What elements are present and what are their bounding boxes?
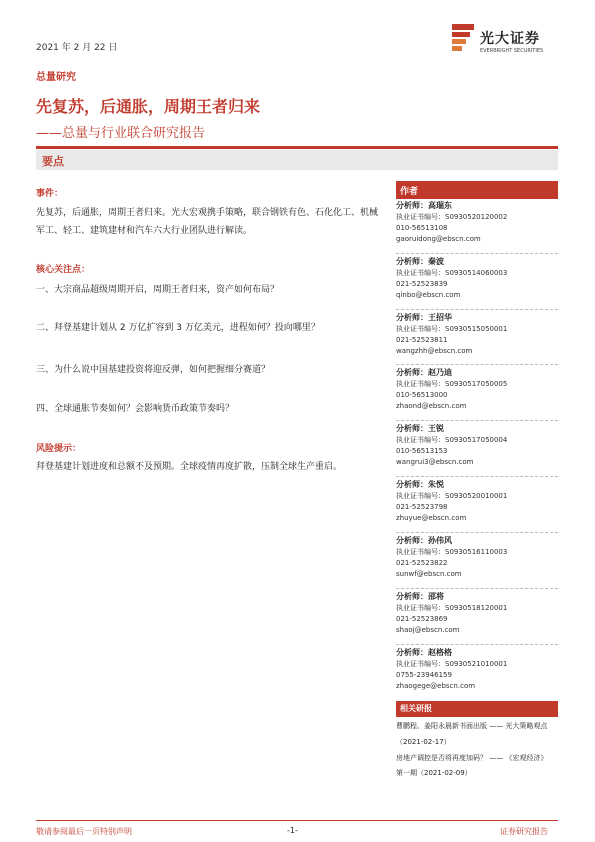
analyst-card	[396, 479, 558, 524]
analyst-card	[396, 200, 558, 245]
analyst-card	[396, 367, 558, 412]
analyst-phone: 021-52523869	[396, 615, 448, 623]
title-divider	[36, 146, 558, 149]
brand-name-en: EVERBRIGHT SECURITIES	[480, 48, 544, 54]
analyst-phone: 010-56513000	[396, 391, 448, 399]
related-report-date: （2021-02-17）	[396, 738, 451, 746]
analyst-email: wangzhh@ebscn.com	[396, 347, 473, 355]
page-number: -1-	[287, 826, 298, 835]
analyst-email: gaoruidong@ebscn.com	[396, 235, 481, 243]
risk-text: 拜登基建计划进度和总额不及预期。全球疫情再度扩散，压制全球生产重启。	[36, 462, 343, 472]
report-title: 先复苏，后通胀，周期王者归来	[36, 97, 261, 116]
analyst-name: 分析师：王锐	[396, 424, 444, 433]
event-text: 先复苏，后通胀，周期王者归来。光大宏观携手策略，联合钢铁有色、石化化工、机械军工、轻工、建筑建材和汽车六大行业团队进行解读。	[36, 208, 379, 236]
analyst-card	[396, 256, 558, 301]
analyst-cert: 执业证书编号：S0930516110003	[396, 548, 508, 556]
analyst-phone: 0755-23946159	[396, 671, 452, 679]
event-heading: 事件：	[36, 189, 64, 199]
focus-item: 三、为什么说中国基建投资将迎反弹，如何把握细分赛道？	[36, 365, 271, 375]
related-reports-heading: 相关研报	[400, 704, 432, 713]
brand-name-cn: 光大证券	[480, 31, 540, 47]
focus-heading: 核心关注点：	[36, 265, 91, 275]
analyst-name: 分析师：邵将	[396, 592, 444, 601]
analyst-name: 分析师：高瑞东	[396, 201, 452, 210]
divider	[396, 364, 558, 365]
analyst-email: qinbo@ebscn.com	[396, 291, 461, 299]
analyst-card	[396, 535, 558, 580]
brand-logo	[452, 24, 572, 64]
divider	[396, 253, 558, 254]
analyst-email: sunwf@ebscn.com	[396, 570, 462, 578]
related-report-link[interactable]: 房地产调控是否将再度加码？ —— 《宏观经济》	[396, 754, 548, 762]
authors-heading-bar	[396, 181, 558, 199]
divider	[396, 309, 558, 310]
analyst-cert: 执业证书编号：S0930517050004	[396, 436, 508, 444]
analyst-name: 分析师：秦波	[396, 257, 444, 266]
authors-heading: 作者	[400, 187, 419, 197]
footer-divider	[36, 820, 558, 821]
focus-item: 二、拜登基建计划从 2 万亿扩容到 3 万亿美元，进程如何？投向哪里？	[36, 323, 320, 333]
divider	[396, 532, 558, 533]
footer-disclaimer: 敬请参阅最后一页特别声明	[36, 827, 132, 836]
analyst-name: 分析师：赵乃迪	[396, 368, 452, 377]
report-subtitle: ——总量与行业联合研究报告	[36, 126, 206, 141]
analyst-card	[396, 647, 558, 692]
analyst-card	[396, 312, 558, 357]
analyst-phone: 021-52523798	[396, 503, 448, 511]
analyst-card	[396, 423, 558, 468]
analyst-cert: 执业证书编号：S0930520010001	[396, 492, 508, 500]
analyst-phone: 021-52523822	[396, 559, 448, 567]
related-report-link[interactable]: 曹鹏程、姜阳永晨新书面出版 —— 光大策略观点	[396, 722, 548, 730]
divider	[396, 476, 558, 477]
analyst-name: 分析师：孙伟风	[396, 536, 452, 545]
analyst-cert: 执业证书编号：S0930515050001	[396, 325, 508, 333]
analyst-cert: 执业证书编号：S0930517050005	[396, 380, 508, 388]
footer-report-type: 证券研究报告	[500, 827, 548, 836]
analyst-cert: 执业证书编号：S0930520120002	[396, 213, 508, 221]
divider	[396, 420, 558, 421]
analyst-cert: 执业证书编号：S0930521010001	[396, 660, 508, 668]
report-category: 总量研究	[36, 72, 76, 83]
analyst-name: 分析师：赵格格	[396, 648, 452, 657]
analyst-email: shaoj@ebscn.com	[396, 626, 460, 634]
related-report-date: 第一期（2021-02-09）	[396, 769, 472, 777]
divider	[396, 588, 558, 589]
analyst-cert: 执业证书编号：S0930514060003	[396, 269, 508, 277]
related-reports-heading-bar	[396, 701, 558, 717]
focus-item: 四、全球通胀节奏如何？会影响货币政策节奏吗？	[36, 404, 235, 414]
divider	[396, 644, 558, 645]
section-label: 要点	[42, 155, 64, 168]
focus-item: 一、大宗商品超级周期开启，周期王者归来，资产如何布局？	[36, 285, 280, 295]
risk-heading: 风险提示：	[36, 444, 82, 454]
analyst-phone: 010-56513108	[396, 224, 448, 232]
brand-logo-icon	[452, 24, 474, 52]
section-bar	[36, 150, 558, 170]
analyst-email: zhuyue@ebscn.com	[396, 514, 467, 522]
analyst-card	[396, 591, 558, 636]
analyst-phone: 021-52523811	[396, 336, 448, 344]
analyst-name: 分析师：王招华	[396, 313, 452, 322]
analyst-email: zhaond@ebscn.com	[396, 402, 467, 410]
analyst-cert: 执业证书编号：S0930518120001	[396, 604, 508, 612]
analyst-email: zhaogege@ebscn.com	[396, 682, 476, 690]
analyst-email: wangrui3@ebscn.com	[396, 458, 474, 466]
analyst-phone: 010-56513153	[396, 447, 448, 455]
analyst-name: 分析师：朱悦	[396, 480, 444, 489]
report-date: 2021 年 2 月 22 日	[36, 43, 118, 53]
analyst-phone: 021-52523839	[396, 280, 448, 288]
